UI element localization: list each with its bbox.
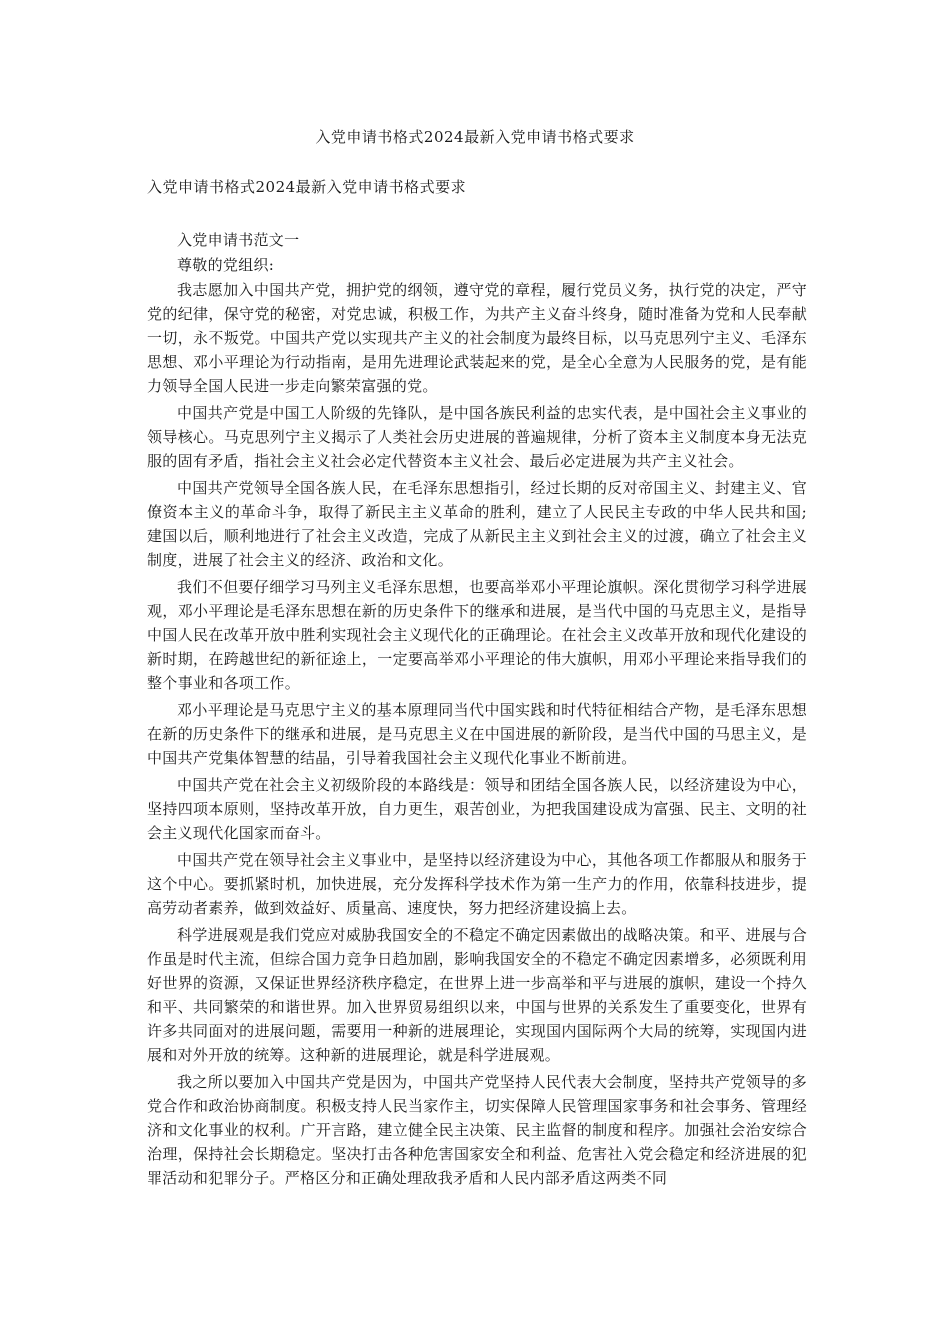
body-paragraph: 中国共产党领导全国各族人民，在毛泽东思想指引，经过长期的反对帝国主义、封建主义、官僚资本主义的革命斗争，取得了新民主主义革命的胜利，建立了人民民主专政的中华人民共和国;建国以后，顺利地进行了社会主义改造，完成了从新民主主义到社会主义的过渡，确立了社会主义制度，进展了社会主义的经济、政治和文化。 (147, 479, 807, 569)
body-paragraph: 中国共产党是中国工人阶级的先锋队，是中国各族民利益的忠实代表，是中国社会主义事业的领导核心。马克思列宁主义揭示了人类社会历史进展的普遍规律，分析了资本主义制度本身无法克服的固有矛盾，指社会主义社会必定代替资本主义社会、最后必定进展为共产主义社会。 (147, 404, 807, 470)
document-body (147, 228, 807, 1193)
body-paragraph: 科学进展观是我们党应对威胁我国安全的不稳定不确定因素做出的战略决策。和平、进展与合作虽是时代主流，但综合国力竞争日趋加剧，影响我国安全的不稳定不确定因素增多，必须既利用好世界的资源，又保证世界经济秩序稳定，在世界上进一步高举和平与进展的旗帜，建设一个持久和平、共同繁荣的和谐世界。加入世界贸易组织以来，中国与世界的关系发生了重要变化，世界有许多共同面对的进展问题，需要用一种新的进展理论，实现国内国际两个大局的统筹，实现国内进展和对外开放的统筹。这种新的进展理论，就是科学进展观。 (147, 926, 807, 1064)
document-title: 入党申请书格式2024最新入党申请书格式要求 (315, 128, 635, 146)
document-subtitle: 入党申请书格式2024最新入党申请书格式要求 (147, 178, 467, 196)
salutation: 尊敬的党组织: (177, 256, 275, 274)
body-paragraph: 中国共产党在社会主义初级阶段的本路线是：领导和团结全国各族人民，以经济建设为中心，坚持四项本原则，坚持改革开放，自力更生，艰苦创业，为把我国建设成为富强、民主、文明的社会主义现代化国家而奋斗。 (147, 776, 807, 842)
body-paragraph: 邓小平理论是马克思宁主义的基本原理同当代中国实践和时代特征相结合产物，是毛泽东思想在新的历史条件下的继承和进展，是马克思主义在中国进展的新阶段，是当代中国的马思主义，是中国共产党集体智慧的结晶，引导着我国社会主义现代化事业不断前进。 (147, 701, 807, 767)
body-paragraph: 我志愿加入中国共产党，拥护党的纲领，遵守党的章程，履行党员义务，执行党的决定，严守党的纪律，保守党的秘密，对党忠诚，积极工作，为共产主义奋斗终身，随时准备为党和人民奉献一切，永不叛党。中国共产党以实现共产主义的社会制度为最终目标，以马克思列宁主义、毛泽东思想、邓小平理论为行动指南，是用先进理论武装起来的党，是全心全意为人民服务的党，是有能力领导全国人民进一步走向繁荣富强的党。 (147, 281, 807, 395)
body-paragraph: 我之所以要加入中国共产党是因为，中国共产党坚持人民代表大会制度，坚持共产党领导的多党合作和政治协商制度。积极支持人民当家作主，切实保障人民管理国家事务和社会事务、管理经济和文化事业的权利。广开言路，建立健全民主决策、民主监督的制度和程序。加强社会治安综合治理，保持社会长期稳定。坚决打击各种危害国家安全和利益、危害社入党会稳定和经济进展的犯罪活动和犯罪分子。严格区分和正确处理敌我矛盾和人民内部矛盾这两类不同 (147, 1073, 807, 1187)
body-paragraph: 我们不但要仔细学习马列主义毛泽东思想，也要高举邓小平理论旗帜。深化贯彻学习科学进展观，邓小平理论是毛泽东思想在新的历史条件下的继承和进展，是当代中国的马克思主义，是指导中国人民在改革开放中胜利实现社会主义现代化的正确理论。在社会主义改革开放和现代化建设的新时期，在跨越世纪的新征途上，一定要高举邓小平理论的伟大旗帜，用邓小平理论来指导我们的整个事业和各项工作。 (147, 578, 807, 692)
section-heading: 入党申请书范文一 (177, 231, 300, 249)
body-paragraph: 中国共产党在领导社会主义事业中，是坚持以经济建设为中心，其他各项工作都服从和服务于这个中心。要抓紧时机，加快进展，充分发挥科学技术作为第一生产力的作用，依靠科技进步，提高劳动者素养，做到效益好、质量高、速度快，努力把经济建设搞上去。 (147, 851, 807, 917)
